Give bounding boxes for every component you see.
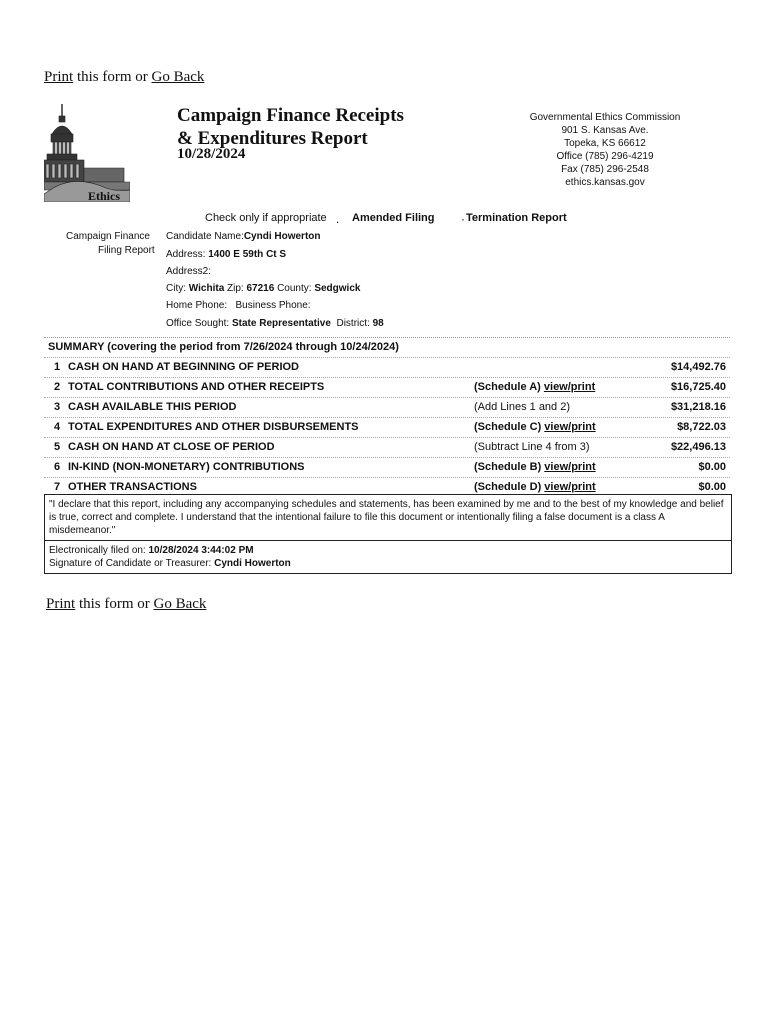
declaration-box	[44, 494, 732, 574]
office-sought-value: State Representative	[231, 318, 331, 329]
go-back-link-bottom[interactable]: Go Back	[153, 596, 207, 612]
address-value: 1400 E 59th Ct S	[208, 249, 287, 260]
zip-label: Zip:	[227, 283, 244, 294]
schedule-d-view-print-link[interactable]: view/print	[544, 481, 596, 493]
report-title	[177, 104, 404, 150]
summary-row	[44, 398, 730, 418]
row-label: CASH AVAILABLE THIS PERIOD	[68, 401, 237, 413]
row-label: TOTAL EXPENDITURES AND OTHER DISBURSEMENTS	[68, 421, 359, 433]
row-number: 6	[54, 461, 61, 473]
summary-row	[44, 378, 730, 398]
row-amount: $31,218.16	[670, 401, 726, 413]
office-website: ethics.kansas.gov	[565, 177, 645, 188]
row-schedule	[474, 421, 596, 433]
signature-label: Signature of Candidate or Treasurer:	[49, 558, 212, 569]
nav-text: this form or	[73, 69, 152, 85]
row-schedule	[474, 461, 596, 473]
filing-report-label-line1: Campaign Finance	[66, 231, 150, 242]
row-amount: $8,722.03	[677, 421, 726, 433]
top-nav	[44, 69, 204, 86]
row-schedule	[474, 481, 596, 493]
address-label: Address:	[166, 249, 206, 260]
city-label: City:	[166, 283, 186, 294]
checkbox-termination[interactable]: ·	[461, 212, 465, 226]
report-date: 10/28/2024	[177, 146, 246, 162]
office-street: 901 S. Kansas Ave.	[561, 125, 649, 136]
business-phone-label: Business Phone:	[235, 300, 311, 311]
row-amount: $16,725.40	[670, 381, 726, 393]
city-row	[166, 283, 360, 294]
office-name: Governmental Ethics Commission	[529, 112, 681, 123]
summary-row	[44, 358, 730, 378]
amended-filing-label: Amended Filing	[352, 212, 435, 224]
schedule-c-view-print-link[interactable]: view/print	[544, 421, 596, 433]
signature-row	[49, 557, 727, 570]
office-address	[500, 111, 710, 189]
office-city: Topeka, KS 66612	[564, 138, 646, 149]
print-link[interactable]: Print	[44, 69, 74, 85]
check-only-label: Check only if appropriate	[205, 212, 327, 224]
filing-signature-block	[45, 541, 731, 573]
print-link-bottom[interactable]: Print	[46, 596, 76, 612]
summary-row	[44, 418, 730, 438]
row-label: OTHER TRANSACTIONS	[68, 481, 197, 493]
office-sought-label: Office Sought:	[166, 318, 230, 329]
schedule-label: (Schedule C)	[474, 421, 545, 433]
row-number: 2	[54, 381, 61, 393]
termination-report-label: Termination Report	[466, 212, 567, 224]
go-back-link[interactable]: Go Back	[151, 69, 205, 85]
nav-text-bottom: this form or	[75, 596, 154, 612]
kansas-capitol-logo	[44, 104, 130, 202]
address-row	[166, 249, 286, 260]
summary-heading-row	[44, 338, 730, 358]
candidate-name-label: Candidate Name:	[166, 231, 244, 242]
city-value: Wichita	[188, 283, 225, 294]
row-schedule: (Add Lines 1 and 2)	[474, 401, 571, 413]
row-label: CASH ON HAND AT BEGINNING OF PERIOD	[68, 361, 300, 373]
row-number: 3	[54, 401, 61, 413]
row-number: 4	[54, 421, 61, 433]
row-amount: $14,492.76	[670, 361, 726, 373]
district-label: District:	[336, 318, 370, 329]
row-schedule	[474, 381, 595, 393]
row-number: 1	[54, 361, 61, 373]
row-label: TOTAL CONTRIBUTIONS AND OTHER RECEIPTS	[68, 381, 325, 393]
row-amount: $0.00	[698, 481, 726, 493]
county-label: County:	[277, 283, 312, 294]
candidate-name-row	[166, 231, 321, 242]
row-number: 5	[54, 441, 61, 453]
filed-on-row	[49, 544, 727, 557]
row-number: 7	[54, 481, 61, 493]
zip-value: 67216	[246, 283, 275, 294]
declaration-text: "I declare that this report, including any accompanying schedules and statements, has been examined by me and to the best of my knowledge and belief is true, correct and complete. I understand that the intentional failure to file this document or intentionally filing a false document is a class A misdemeanor."	[45, 495, 731, 541]
district-value: 98	[372, 318, 384, 329]
schedule-b-view-print-link[interactable]: view/print	[544, 461, 596, 473]
report-title-line2: & Expenditures Report	[177, 128, 368, 149]
row-label: IN-KIND (NON-MONETARY) CONTRIBUTIONS	[68, 461, 305, 473]
summary-heading: SUMMARY (covering the period from 7/26/2024 through 10/24/2024)	[48, 341, 399, 353]
row-amount: $0.00	[698, 461, 726, 473]
row-amount: $22,496.13	[670, 441, 726, 453]
phone-row	[166, 300, 311, 311]
schedule-label: (Schedule A)	[474, 381, 544, 393]
office-fax: Fax (785) 296-2548	[561, 164, 649, 175]
office-sought-row	[166, 318, 384, 329]
address2-row	[166, 266, 211, 277]
schedule-label: (Schedule D)	[474, 481, 545, 493]
logo-text: Ethics	[88, 189, 121, 202]
office-phone: Office (785) 296-4219	[556, 151, 654, 162]
summary-table	[44, 337, 730, 497]
signature-value: Cyndi Howerton	[214, 558, 291, 569]
checkbox-amended[interactable]: .	[336, 212, 340, 226]
schedule-label: (Schedule B)	[474, 461, 545, 473]
row-label: CASH ON HAND AT CLOSE OF PERIOD	[68, 441, 275, 453]
summary-row	[44, 458, 730, 478]
filed-on-value: 10/28/2024 3:44:02 PM	[148, 545, 254, 556]
bottom-nav	[46, 596, 206, 613]
row-schedule: (Subtract Line 4 from 3)	[474, 441, 590, 453]
summary-row	[44, 438, 730, 458]
home-phone-label: Home Phone:	[166, 300, 228, 311]
address2-label: Address2:	[166, 266, 212, 277]
schedule-a-view-print-link[interactable]: view/print	[543, 381, 596, 393]
report-title-line1: Campaign Finance Receipts	[177, 105, 404, 126]
candidate-name-value: Cyndi Howerton	[243, 231, 321, 242]
filed-on-label: Electronically filed on:	[49, 545, 146, 556]
filing-report-label-line2: Filing Report	[98, 245, 155, 256]
county-value: Sedgwick	[314, 283, 361, 294]
